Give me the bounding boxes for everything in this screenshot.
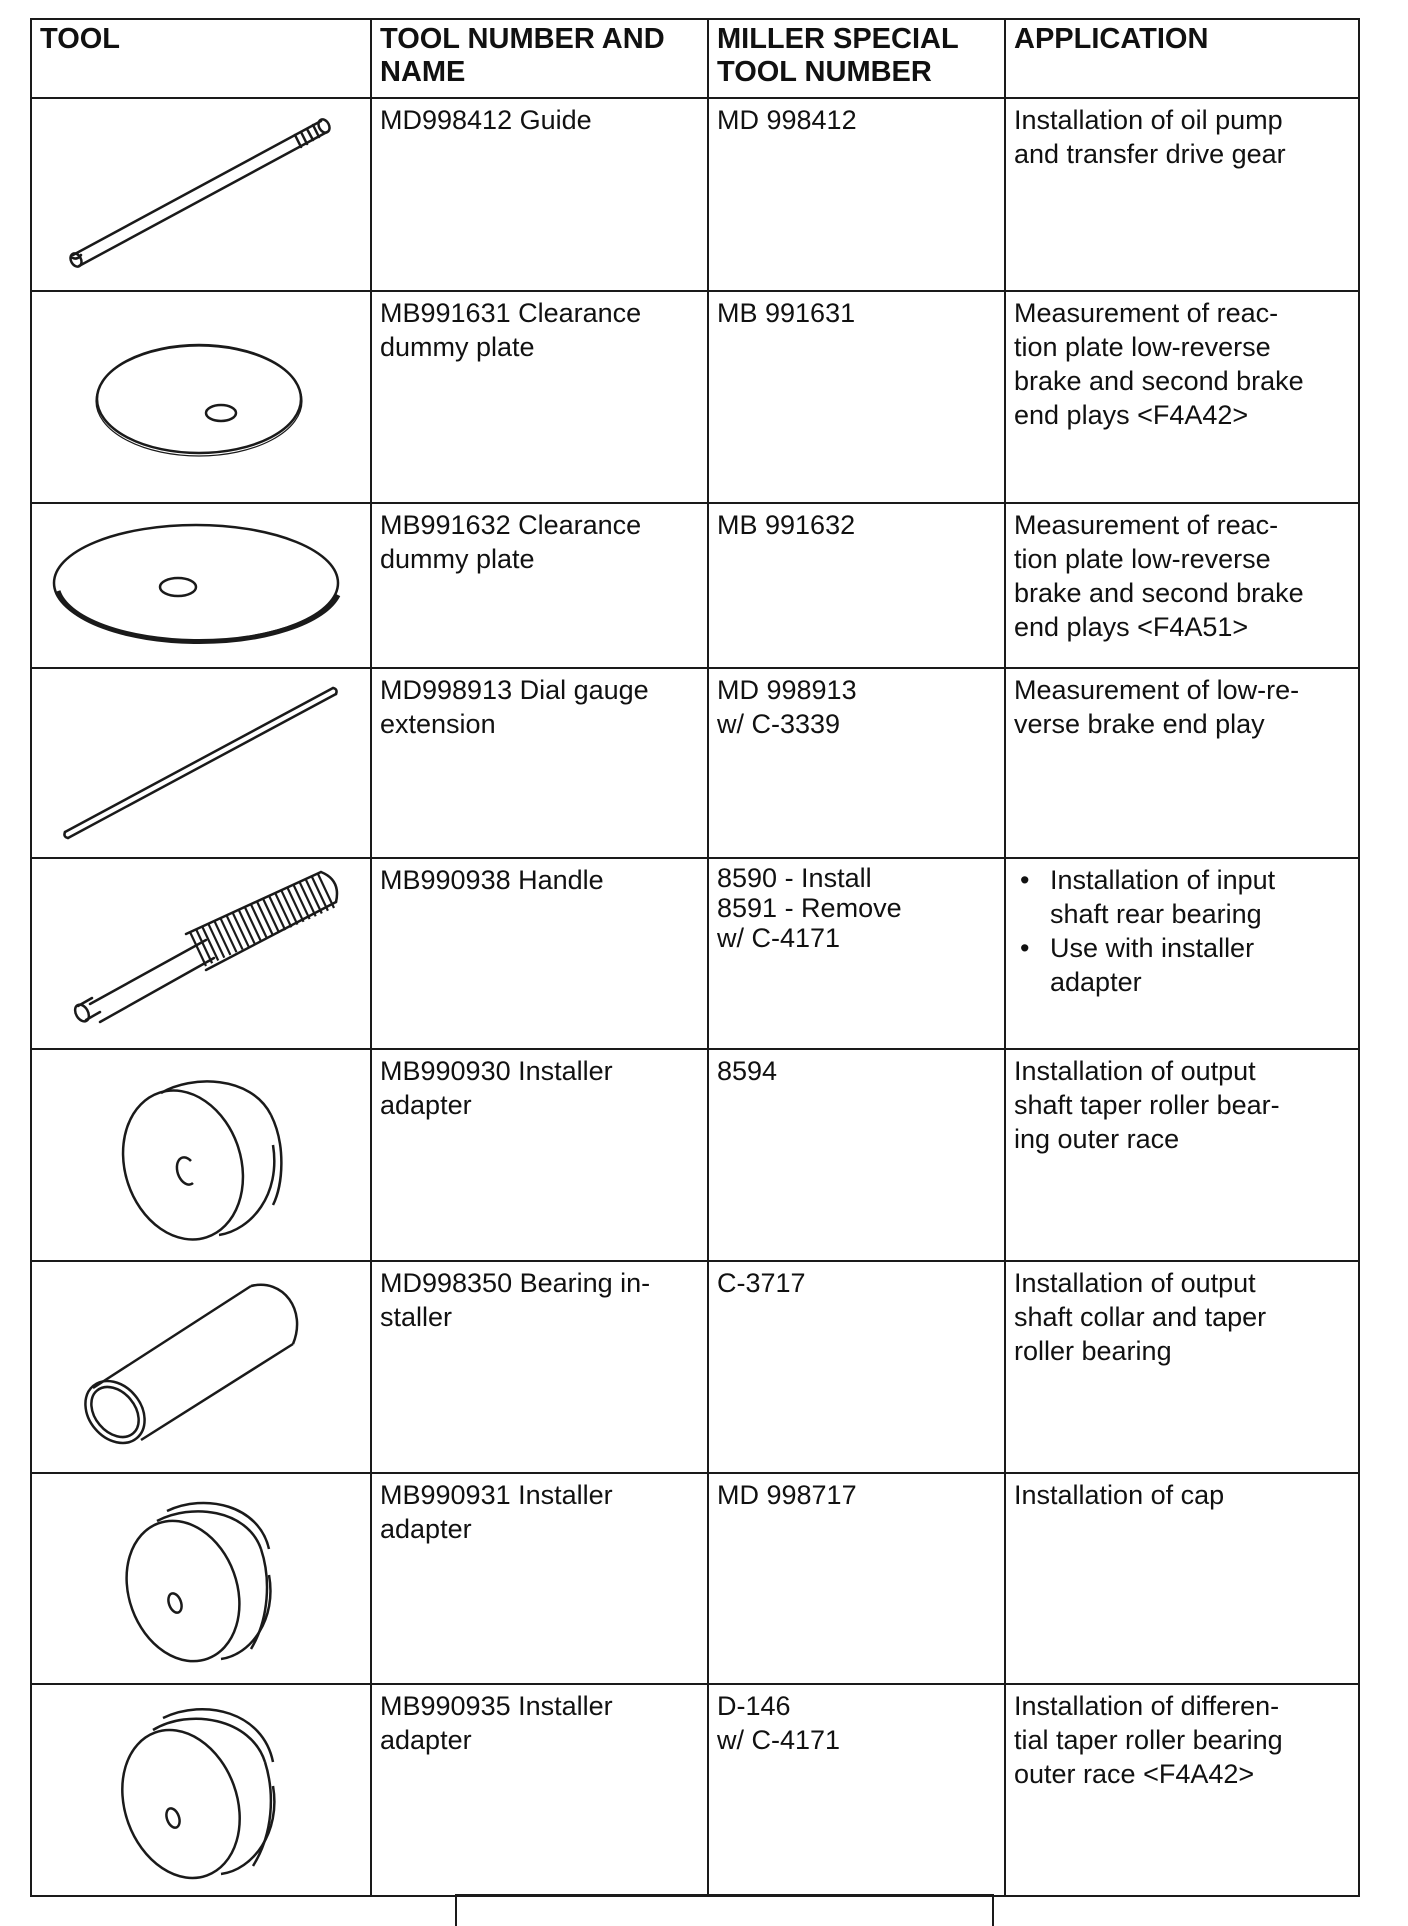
tool-name-line: MB991631 Clearance (380, 298, 642, 328)
header-miller-line-1: MILLER SPECIAL (717, 23, 959, 55)
header-miller-line-2: TOOL NUMBER (717, 56, 932, 88)
installer-adapter-disc-icon (101, 1055, 301, 1255)
tool-name-line: staller (380, 1302, 453, 1332)
miller-number-line: MD 998412 (717, 105, 857, 135)
table-row (31, 858, 1359, 1049)
tool-name-cell (371, 1261, 708, 1473)
bearing-installer-tube-icon (71, 1272, 331, 1462)
miller-number-line: MB 991631 (717, 298, 856, 328)
table-row (31, 291, 1359, 503)
tool-image-cell (31, 1473, 371, 1684)
application-bullet (1014, 863, 1352, 931)
application-line: brake and second brake (1014, 578, 1304, 608)
tool-image-cell (31, 291, 371, 503)
application-line: Installation of output (1014, 1268, 1256, 1298)
application-line: tion plate low-reverse (1014, 544, 1271, 574)
tool-name-cell (371, 291, 708, 503)
table-row (31, 1261, 1359, 1473)
table-row (31, 503, 1359, 668)
application-cell (1005, 1049, 1359, 1261)
application-cell (1005, 1684, 1359, 1896)
header-miller (708, 19, 1005, 98)
tool-name-line: MB990930 Installer (380, 1056, 613, 1086)
table-row (31, 98, 1359, 291)
application-bullet (1014, 931, 1352, 999)
application-line: Installation of output (1014, 1056, 1256, 1086)
header-tool-number-line-2: NAME (380, 56, 466, 88)
header-row (31, 19, 1359, 98)
dial-gauge-extension-icon (51, 678, 351, 848)
application-line: • Installation of input (1050, 865, 1276, 895)
header-tool-number (371, 19, 708, 98)
tool-name-line: MB990931 Installer (380, 1480, 613, 1510)
miller-number-cell (708, 98, 1005, 291)
application-line: Measurement of reac- (1014, 298, 1279, 328)
application-line: Installation of differen- (1014, 1691, 1280, 1721)
header-application: APPLICATION (1005, 19, 1359, 98)
miller-number-line: C-3717 (717, 1268, 806, 1298)
tool-name-cell (371, 858, 708, 1049)
application-line: Measurement of reac- (1014, 510, 1279, 540)
application-line: verse brake end play (1014, 709, 1265, 739)
footer-box (455, 1894, 994, 1926)
application-line: shaft rear bearing (1050, 899, 1262, 929)
miller-number-line: MB 991632 (717, 510, 856, 540)
miller-number-line: 8590 - Install (717, 863, 872, 893)
miller-number-line: w/ C-4171 (717, 1725, 841, 1755)
tool-name-line: dummy plate (380, 544, 535, 574)
tool-image-cell (31, 503, 371, 668)
special-tools-table (30, 18, 1360, 1897)
miller-number-cell (708, 1261, 1005, 1473)
table-row (31, 668, 1359, 858)
tool-name-cell (371, 668, 708, 858)
application-line: outer race <F4A42> (1014, 1759, 1255, 1789)
application-cell (1005, 291, 1359, 503)
tool-name-line: MD998412 Guide (380, 105, 592, 135)
stepped-installer-adapter-large-icon (101, 1690, 301, 1890)
application-line: Measurement of low-re- (1014, 675, 1300, 705)
application-cell (1005, 98, 1359, 291)
tool-image-cell (31, 1049, 371, 1261)
guide-rod-icon (51, 105, 351, 285)
tool-name-cell (371, 1473, 708, 1684)
tool-name-cell (371, 1049, 708, 1261)
application-line: end plays <F4A42> (1014, 400, 1249, 430)
application-cell (1005, 503, 1359, 668)
application-line: adapter (1050, 967, 1142, 997)
miller-number-cell (708, 668, 1005, 858)
miller-number-cell (708, 1684, 1005, 1896)
application-line: tion plate low-reverse (1014, 332, 1271, 362)
application-line: • Use with installer (1050, 933, 1255, 963)
clearance-dummy-plate-icon (71, 327, 331, 467)
application-cell (1005, 1473, 1359, 1684)
threaded-handle-icon (56, 866, 346, 1041)
application-bullet-list (1014, 863, 1352, 999)
application-line: ing outer race (1014, 1124, 1180, 1154)
tool-name-line: MD998913 Dial gauge (380, 675, 649, 705)
application-line: Installation of oil pump (1014, 105, 1283, 135)
tool-name-line: adapter (380, 1725, 472, 1755)
application-line: Installation of cap (1014, 1480, 1225, 1510)
tool-name-line: MB991632 Clearance (380, 510, 642, 540)
tool-image-cell (31, 98, 371, 291)
application-cell (1005, 668, 1359, 858)
header-tool-number-line-1: TOOL NUMBER AND (380, 23, 665, 55)
tool-image-cell (31, 1261, 371, 1473)
application-line: and transfer drive gear (1014, 139, 1286, 169)
table-row (31, 1684, 1359, 1896)
application-cell (1005, 1261, 1359, 1473)
tool-image-cell (31, 668, 371, 858)
table-row (31, 1473, 1359, 1684)
miller-number-cell (708, 1049, 1005, 1261)
miller-number-line: 8594 (717, 1056, 778, 1086)
tool-name-line: extension (380, 709, 496, 739)
application-line: roller bearing (1014, 1336, 1172, 1366)
header-tool: TOOL (31, 19, 371, 98)
tool-name-cell (371, 98, 708, 291)
application-cell (1005, 858, 1359, 1049)
application-line: brake and second brake (1014, 366, 1304, 396)
miller-number-line: MD 998717 (717, 1480, 857, 1510)
miller-number-line: w/ C-3339 (717, 709, 841, 739)
miller-number-line: 8591 - Remove (717, 893, 902, 923)
tool-image-cell (31, 1684, 371, 1896)
table-row (31, 1049, 1359, 1261)
clearance-dummy-plate-large-icon (36, 511, 366, 661)
miller-number-line: w/ C-4171 (717, 923, 841, 953)
tool-name-line: MB990938 Handle (380, 865, 604, 895)
tool-name-line: MB990935 Installer (380, 1691, 613, 1721)
miller-number-cell (708, 1473, 1005, 1684)
miller-number-line: D-146 (717, 1691, 791, 1721)
tool-name-line: dummy plate (380, 332, 535, 362)
stepped-installer-adapter-icon (101, 1479, 301, 1679)
application-line: shaft taper roller bear- (1014, 1090, 1280, 1120)
tool-name-cell (371, 503, 708, 668)
miller-number-line: MD 998913 (717, 675, 857, 705)
application-line: shaft collar and taper (1014, 1302, 1267, 1332)
tool-name-line: MD998350 Bearing in- (380, 1268, 651, 1298)
tool-image-cell (31, 858, 371, 1049)
application-line: tial taper roller bearing (1014, 1725, 1283, 1755)
application-line: end plays <F4A51> (1014, 612, 1249, 642)
miller-number-cell (708, 291, 1005, 503)
tool-name-cell (371, 1684, 708, 1896)
miller-number-cell (708, 503, 1005, 668)
miller-number-cell (708, 858, 1005, 1049)
tool-name-line: adapter (380, 1090, 472, 1120)
tool-name-line: adapter (380, 1514, 472, 1544)
